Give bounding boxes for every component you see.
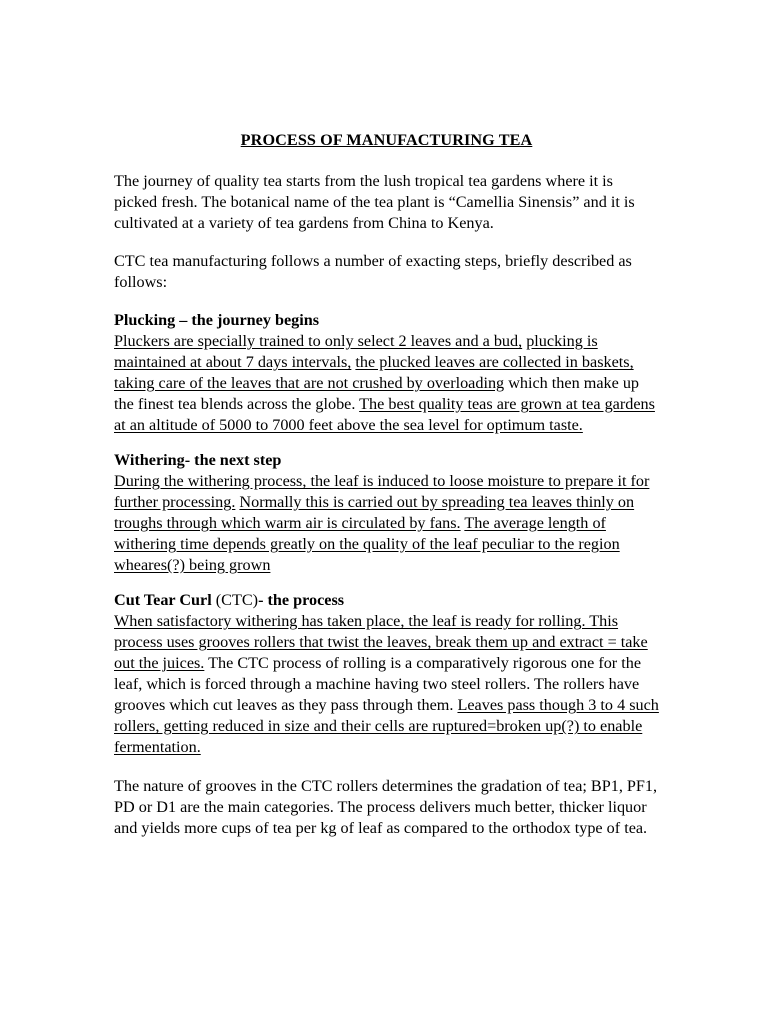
withering-heading: Withering- the next step xyxy=(114,451,282,469)
ctc-section xyxy=(114,590,659,758)
document-title: PROCESS OF MANUFACTURING TEA xyxy=(240,131,533,149)
document-page xyxy=(114,130,659,856)
closing-paragraph: The nature of grooves in the CTC rollers determines the gradation of tea; BP1, PF1, PD or D1 are the main categories. The process delivers much better, thicker liquor and yields more cups of tea per kg of leaf as compared to the orthodox type of tea. xyxy=(114,777,658,837)
ctc-sentence-3: Leaves pass though 3 to 4 such rollers, getting reduced in size and their cells are ruptured=broken up(?) to enable fermentation. xyxy=(114,696,659,756)
plucking-section xyxy=(114,310,659,436)
withering-paragraph xyxy=(114,471,659,576)
ctc-sentence-2: The CTC process of rolling is a comparatively rigorous one for the leaf, which is forced through a machine having two steel rollers. The rollers have grooves which cut leaves as they pass through them. xyxy=(114,654,642,714)
ctc-heading xyxy=(114,590,659,611)
plucking-heading: Plucking – the journey begins xyxy=(114,311,320,329)
plucking-paragraph xyxy=(114,331,659,436)
plucking-sentence-2: plucking is maintained at about 7 days intervals, xyxy=(114,332,598,371)
ctc-sentence-1: When satisfactory withering has taken place, the leaf is ready for rolling. This process uses grooves rollers that twist the leaves, break them up and extract = take out the juices. xyxy=(114,612,648,672)
plucking-sentence-4: which then make up the finest tea blends across the globe. xyxy=(114,374,640,413)
intro-paragraph: The journey of quality tea starts from the lush tropical tea gardens where it is picked fresh. The botanical name of the tea plant is “Camellia Sinensis” and it is cultivated at a variety of tea gardens from China to Kenya. xyxy=(114,172,635,232)
ctc-heading-bold-1: Cut Tear Curl xyxy=(114,591,212,609)
ctc-intro-paragraph: CTC tea manufacturing follows a number of exacting steps, briefly described as follows: xyxy=(114,252,632,291)
ctc-paragraph xyxy=(114,611,659,758)
ctc-heading-abbrev: (CTC) xyxy=(211,591,259,609)
plucking-sentence-3: the plucked leaves are collected in baskets, taking care of the leaves that are not crushed by overloading xyxy=(114,353,634,392)
plucking-sentence-5: The best quality teas are grown at tea gardens at an altitude of 5000 to 7000 feet above the sea level for optimum taste. xyxy=(114,395,655,434)
plucking-sentence-1: Pluckers are specially trained to only select 2 leaves and a bud, xyxy=(114,332,523,350)
ctc-heading-bold-2: - the process xyxy=(258,591,345,609)
withering-sentence-3: The average length of withering time depends greatly on the quality of the leaf peculiar to the region wheares(?) being grown xyxy=(114,514,620,574)
withering-section xyxy=(114,450,659,576)
withering-sentence-1: During the withering process, the leaf is induced to loose moisture to prepare it for further processing. xyxy=(114,472,650,511)
withering-sentence-2: Normally this is carried out by spreading tea leaves thinly on troughs through which warm air is circulated by fans. xyxy=(114,493,635,532)
